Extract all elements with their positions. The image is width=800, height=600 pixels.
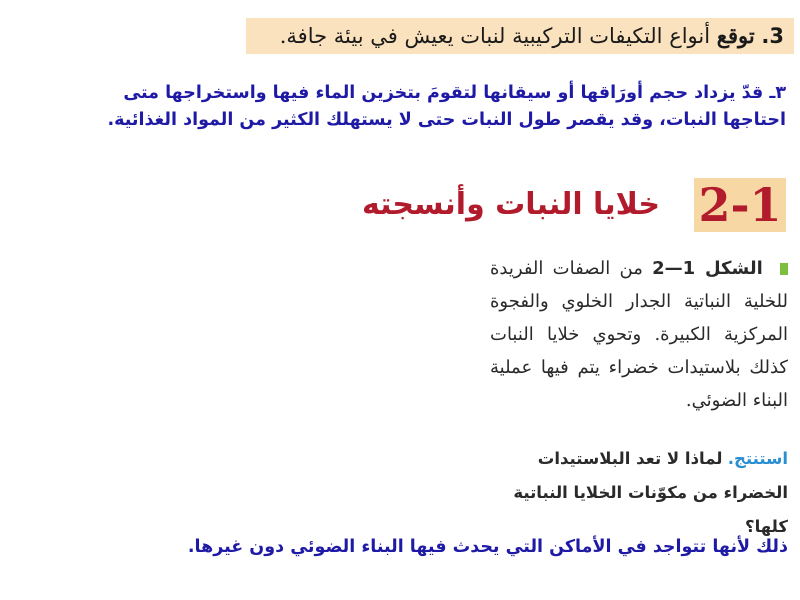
section-number: 2-1: [694, 178, 786, 232]
question-keyword: توقع: [716, 23, 755, 48]
bullet-icon: [780, 263, 788, 275]
answer-text: قدّ يزداد حجم أورَاقها أو سيقانها لتقومَ بتخزين الماء فيها واستخراجها متى احتاجها النبات، وقد يقصر طول النبات حتى لا يستهلك الكثير من المواد الغذائية.: [107, 83, 786, 130]
figure-caption: [490, 252, 788, 417]
figure-caption-text: من الصفات الفريدة للخلية النباتية الجدار الخلوي والفجوة المركزية الكبيرة. وتحوي خلايا النبات كذلك بلاستيدات خضراء يتم فيها عملية البناء الضوئي.: [490, 258, 788, 411]
final-answer: ذلك لأنها تتواجد في الأماكن التي يحدث فيها البناء الضوئي دون غيرها.: [187, 537, 788, 557]
infer-keyword: استنتج.: [727, 449, 788, 468]
question-text: أنواع التكيفات التركيبية لنبات يعيش في بيئة جافة.: [279, 24, 711, 48]
infer-question-text: لماذا لا تعد البلاستيدات الخضراء من مكوّنات الخلايا النباتية كلها؟: [513, 449, 788, 536]
question-3: [246, 18, 794, 54]
question-number: 3.: [761, 24, 784, 48]
section-title: خلايا النبات وأنسجته: [361, 187, 660, 222]
infer-question: [468, 442, 788, 544]
answer-3: [96, 80, 786, 134]
answer-label: ٣ـ: [769, 83, 786, 103]
figure-label: الشكل 1—2: [652, 258, 763, 279]
